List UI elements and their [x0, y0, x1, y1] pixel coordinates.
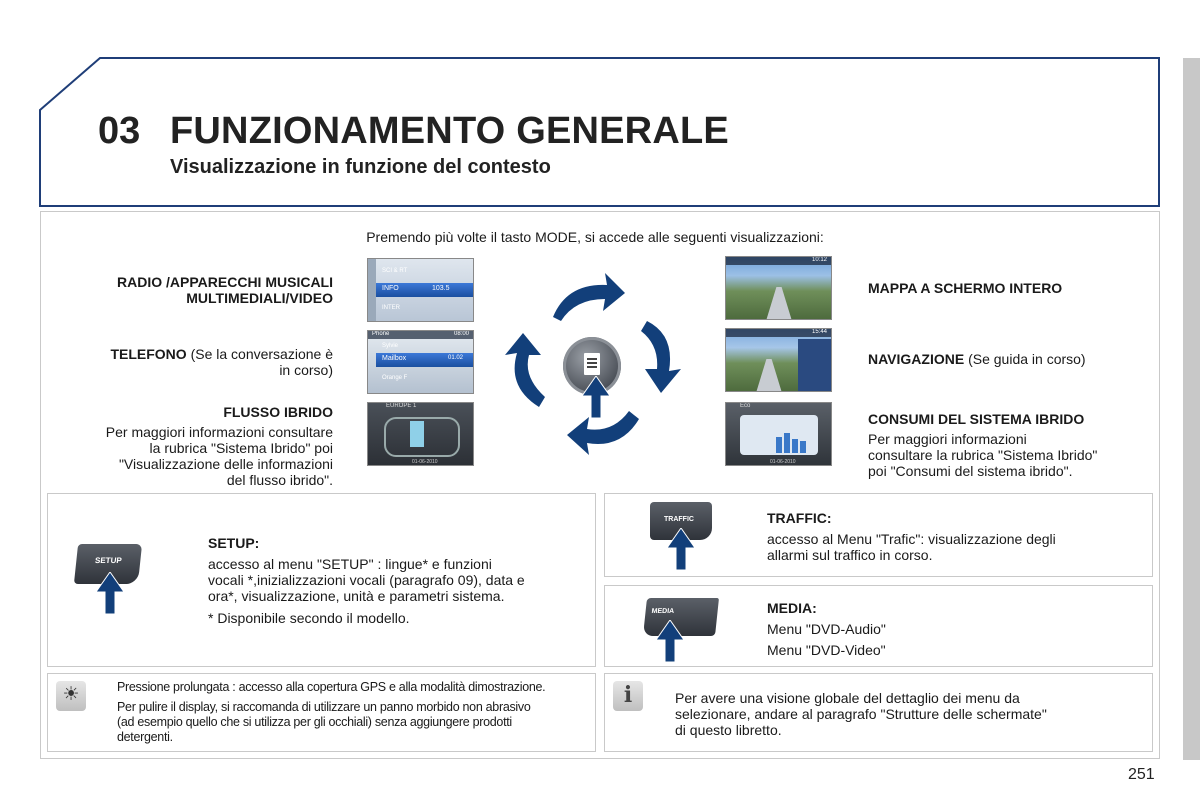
media-button[interactable]: MEDIA: [643, 598, 719, 636]
navigation-title: NAVIGAZIONE (Se guida in corso): [868, 351, 1086, 367]
hybrid-flow-screen-thumbnail: EUROPE 1 01-06-2010: [367, 402, 474, 466]
press-arrow-setup: [96, 572, 124, 614]
cycle-arrow-top: [553, 273, 625, 321]
chapter-title: FUNZIONAMENTO GENERALE: [170, 110, 729, 152]
fullscreen-map-title: MAPPA A SCHERMO INTERO: [868, 280, 1063, 296]
traffic-text: TRAFFIC: accesso al Menu "Trafic": visualizzazione degli allarmi sul traffico in corso.: [767, 510, 1056, 563]
phone-title: TELEFONO (Se la conversazione è in corso): [110, 346, 333, 378]
hybrid-flow-title: FLUSSO IBRIDO Per maggiori informazioni consultare la rubrica "Sistema Ibrido" poi "Visualizzazione delle informazioni del flusso ibrido".: [105, 404, 333, 488]
press-arrow-traffic: [667, 528, 695, 570]
chapter-subtitle: Visualizzazione in funzione del contesto: [170, 156, 551, 178]
setup-button[interactable]: SETUP: [74, 544, 142, 584]
gps-note-text: Pressione prolungata : accesso alla copertura GPS e alla modalità dimostrazione. Per pulire il display, si raccomanda di utilizzare un panno morbido non abrasivo (ad esempio quello che si utilizza per gli occhiali) senza aggiungere prodotti detergenti.: [117, 680, 546, 744]
page-number: 251: [1128, 766, 1155, 783]
info-note-text: Per avere una visione globale del dettaglio dei menu da selezionare, andare al paragrafo "Strutture delle schermate" di questo libretto.: [675, 690, 1047, 738]
radio-title: RADIO /APPARECCHI MUSICALI MULTIMEDIALI/VIDEO: [117, 274, 333, 306]
consumption-screen-thumbnail: Eco 01-06-2010: [725, 402, 832, 466]
press-arrow-mode: [582, 376, 610, 418]
intro-text: Premendo più volte il tasto MODE, si accede alle seguenti visualizzazioni:: [366, 229, 824, 245]
media-text: MEDIA: Menu "DVD-Audio" Menu "DVD-Video": [767, 600, 886, 658]
map-screen-thumbnail: 10:12: [725, 256, 832, 320]
hybrid-consumption-title: CONSUMI DEL SISTEMA IBRIDO Per maggiori informazioni consultare la rubrica "Sistema Ibrido" poi "Consumi del sistema ibrido".: [868, 411, 1098, 479]
gps-sun-icon: ☀: [56, 681, 86, 711]
cycle-arrow-right: [641, 321, 681, 393]
document-icon: [584, 353, 600, 375]
navigation-screen-thumbnail: 15:44: [725, 328, 832, 392]
press-arrow-media: [656, 620, 684, 662]
radio-screen-thumbnail: SCI & RT INFO 103.5 INTER: [367, 258, 474, 322]
setup-text: SETUP: accesso al menu "SETUP" : lingue* e funzioni vocali *,inizializzazioni vocali (paragrafo 09), data e ora*, visualizzazione, unità e parametri sistema. * Disponibile secondo il modello.: [208, 535, 525, 626]
cycle-arrow-left: [505, 333, 545, 407]
info-icon: i: [613, 681, 643, 711]
phone-screen-thumbnail: Phone 08:00 Sylvie Mailbox 01.02 Orange F: [367, 330, 474, 394]
traffic-button[interactable]: TRAFFIC: [650, 502, 712, 540]
side-tab-bar: [1183, 58, 1200, 760]
chapter-number: 03: [98, 110, 141, 152]
